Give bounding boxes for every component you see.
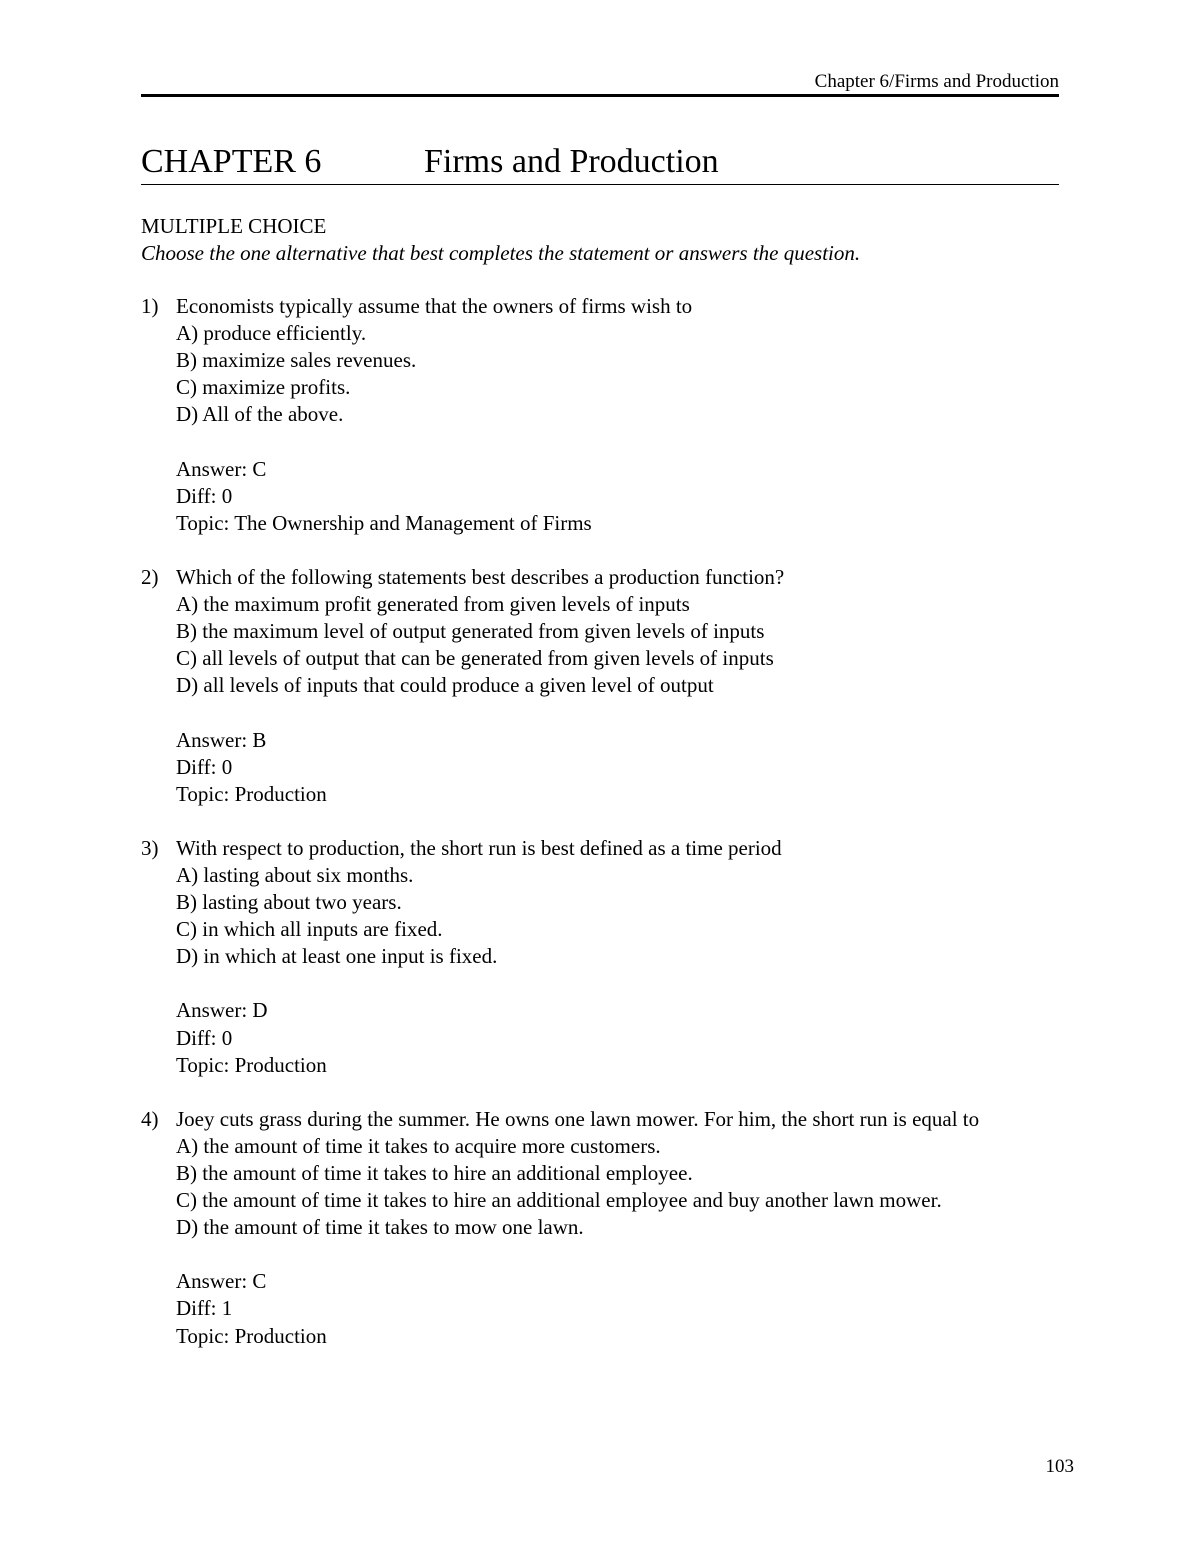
answer-choice: D) All of the above.	[176, 402, 344, 427]
header-rule	[141, 94, 1059, 97]
answer-choice: B) maximize sales revenues.	[176, 348, 417, 373]
section-instructions: Choose the one alternative that best completes the statement or answers the question.	[141, 241, 861, 265]
page-number: 103	[1045, 1456, 1074, 1477]
question-number: 3)	[141, 835, 159, 860]
answer-choice: B) lasting about two years.	[176, 890, 402, 915]
chapter-title	[141, 140, 1059, 185]
answer-choice: A) produce efficiently.	[176, 321, 367, 346]
spacer	[176, 428, 1059, 455]
spacer	[176, 699, 1059, 726]
answer-key: Answer: C	[176, 1269, 267, 1294]
topic: Topic: Production	[176, 1052, 327, 1077]
question-item	[141, 1106, 1059, 1350]
topic: Topic: Production	[176, 1323, 327, 1348]
answer-choice: C) in which all inputs are fixed.	[176, 917, 443, 942]
answer-choice: A) the amount of time it takes to acquire more customers.	[176, 1133, 661, 1158]
difficulty: Diff: 1	[176, 1296, 233, 1321]
answer-choice: B) the amount of time it takes to hire an additional employee.	[176, 1161, 693, 1185]
question-number: 2)	[141, 564, 159, 589]
section-heading: MULTIPLE CHOICE	[141, 214, 327, 238]
question-list	[141, 293, 1059, 1377]
question-number: 4)	[141, 1106, 159, 1131]
answer-choice: D) in which at least one input is fixed.	[176, 944, 498, 969]
question-item	[141, 564, 1059, 808]
question-stem: Joey cuts grass during the summer. He owns one lawn mower. For him, the short run is equal to	[176, 1106, 980, 1131]
spacer	[176, 970, 1059, 997]
answer-choice: D) all levels of inputs that could produce a given level of output	[176, 673, 714, 698]
question-item	[141, 293, 1059, 537]
difficulty: Diff: 0	[176, 754, 233, 779]
topic: Topic: The Ownership and Management of Firms	[176, 510, 592, 535]
question-stem: Which of the following statements best describes a production function?	[176, 564, 785, 589]
spacer	[176, 1241, 1059, 1268]
answer-choice: B) the maximum level of output generated from given levels of inputs	[176, 619, 765, 644]
question-number: 1)	[141, 294, 159, 318]
question-stem: Economists typically assume that the owners of firms wish to	[176, 294, 693, 318]
difficulty: Diff: 0	[176, 1025, 233, 1050]
answer-key: Answer: D	[176, 998, 268, 1023]
running-header: Chapter 6/Firms and Production	[814, 71, 1059, 92]
answer-choice: A) the maximum profit generated from given levels of inputs	[176, 592, 690, 617]
difficulty: Diff: 0	[176, 483, 233, 508]
answer-key: Answer: B	[176, 727, 267, 752]
answer-key: Answer: C	[176, 456, 267, 481]
answer-choice: A) lasting about six months.	[176, 862, 414, 887]
answer-choice: D) the amount of time it takes to mow one lawn.	[176, 1215, 584, 1240]
chapter-number: CHAPTER 6	[141, 143, 322, 180]
answer-choice: C) all levels of output that can be generated from given levels of inputs	[176, 646, 774, 671]
question-item	[141, 835, 1059, 1079]
question-stem: With respect to production, the short run is best defined as a time period	[176, 835, 782, 860]
answer-choice: C) maximize profits.	[176, 375, 351, 400]
answer-choice: C) the amount of time it takes to hire an additional employee and buy another lawn mower.	[176, 1188, 942, 1213]
topic: Topic: Production	[176, 781, 327, 806]
chapter-name: Firms and Production	[424, 143, 719, 180]
